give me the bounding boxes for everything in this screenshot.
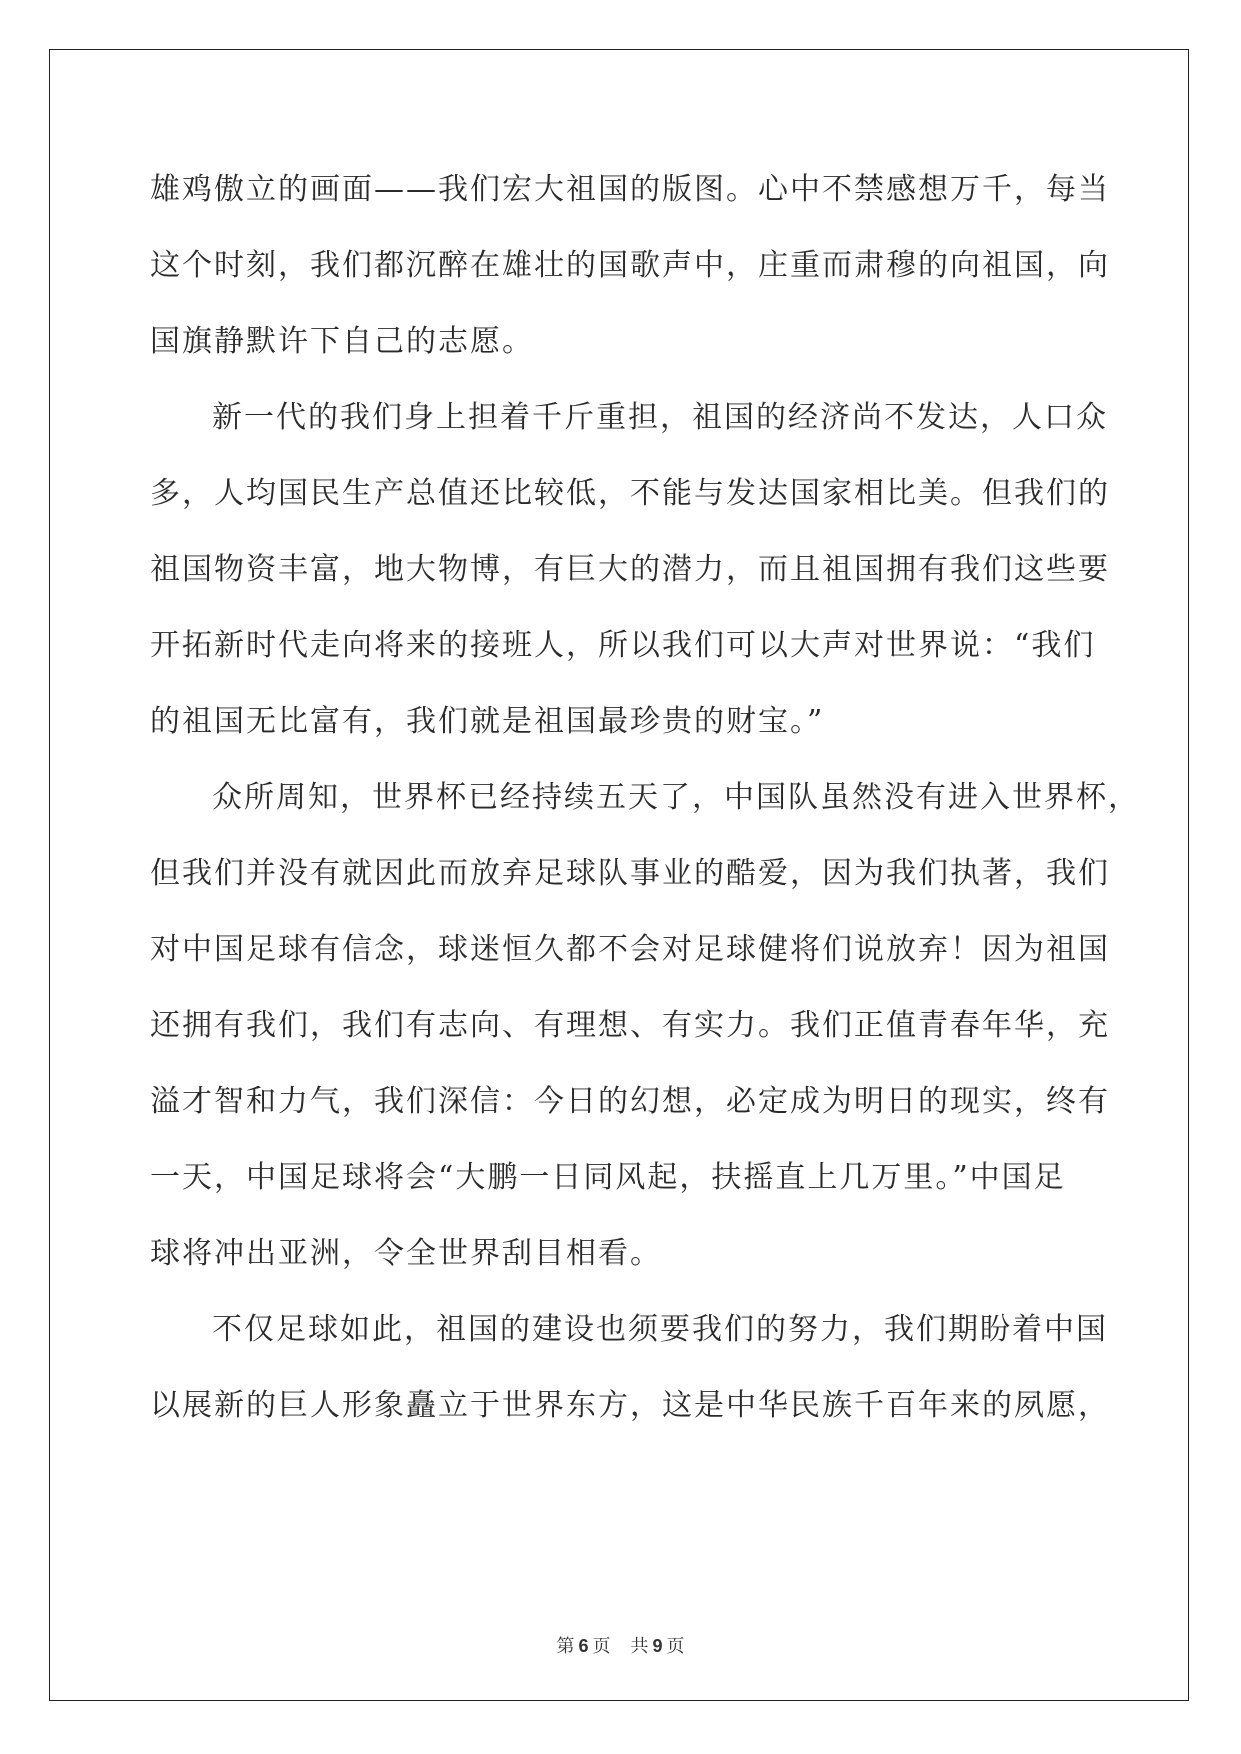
text-line: 开拓新时代走向将来的接班人，所以我们可以大声对世界说：“我们 bbox=[150, 628, 1096, 663]
total-prefix: 共 bbox=[630, 1636, 649, 1656]
text-line: 还拥有我们，我们有志向、有理想、有实力。我们正值青春年华，充 bbox=[150, 1008, 1110, 1043]
text-line: 一天，中国足球将会“大鹏一日同风起，扶摇直上几万里。”中国足 bbox=[150, 1160, 1066, 1195]
text-line: 多，人均国民生产总值还比较低，不能与发达国家相比美。但我们的 bbox=[150, 476, 1110, 511]
text-line: 溢才智和力气，我们深信：今日的幻想，必定成为明日的现实，终有 bbox=[150, 1084, 1110, 1119]
paragraph-first-line: 新一代的我们身上担着千斤重担，祖国的经济尚不发达，人口众 bbox=[212, 400, 1108, 435]
total-suffix: 页 bbox=[666, 1636, 685, 1656]
page-suffix: 页 bbox=[592, 1636, 611, 1656]
total-page-count: 9 bbox=[652, 1636, 663, 1656]
text-line: 但我们并没有就因此而放弃足球队事业的酷爱，因为我们执著，我们 bbox=[150, 856, 1110, 891]
text-line: 对中国足球有信念，球迷恒久都不会对足球健将们说放弃！因为祖国 bbox=[150, 932, 1110, 967]
text-line: 的祖国无比富有，我们就是祖国最珍贵的财宝。” bbox=[150, 704, 825, 739]
text-line: 雄鸡傲立的画面——我们宏大祖国的版图。心中不禁感想万千，每当 bbox=[150, 172, 1110, 207]
text-line: 这个时刻，我们都沉醉在雄壮的国歌声中，庄重而肃穆的向祖国，向 bbox=[150, 248, 1110, 283]
page-footer bbox=[0, 1632, 1241, 1658]
current-page-number: 6 bbox=[578, 1636, 589, 1656]
text-line: 国旗静默许下自己的志愿。 bbox=[150, 324, 534, 359]
text-line: 以展新的巨人形象矗立于世界东方，这是中华民族千百年来的夙愿， bbox=[150, 1388, 1110, 1423]
page-prefix: 第 bbox=[556, 1636, 575, 1656]
text-line: 祖国物资丰富，地大物博，有巨大的潜力，而且祖国拥有我们这些要 bbox=[150, 552, 1110, 587]
paragraph-first-line: 众所周知，世界杯已经持续五天了，中国队虽然没有进入世界杯， bbox=[212, 780, 1140, 815]
text-line: 球将冲出亚洲，令全世界刮目相看。 bbox=[150, 1236, 662, 1271]
paragraph-first-line: 不仅足球如此，祖国的建设也须要我们的努力，我们期盼着中国 bbox=[212, 1312, 1108, 1347]
document-body bbox=[150, 152, 1140, 1444]
